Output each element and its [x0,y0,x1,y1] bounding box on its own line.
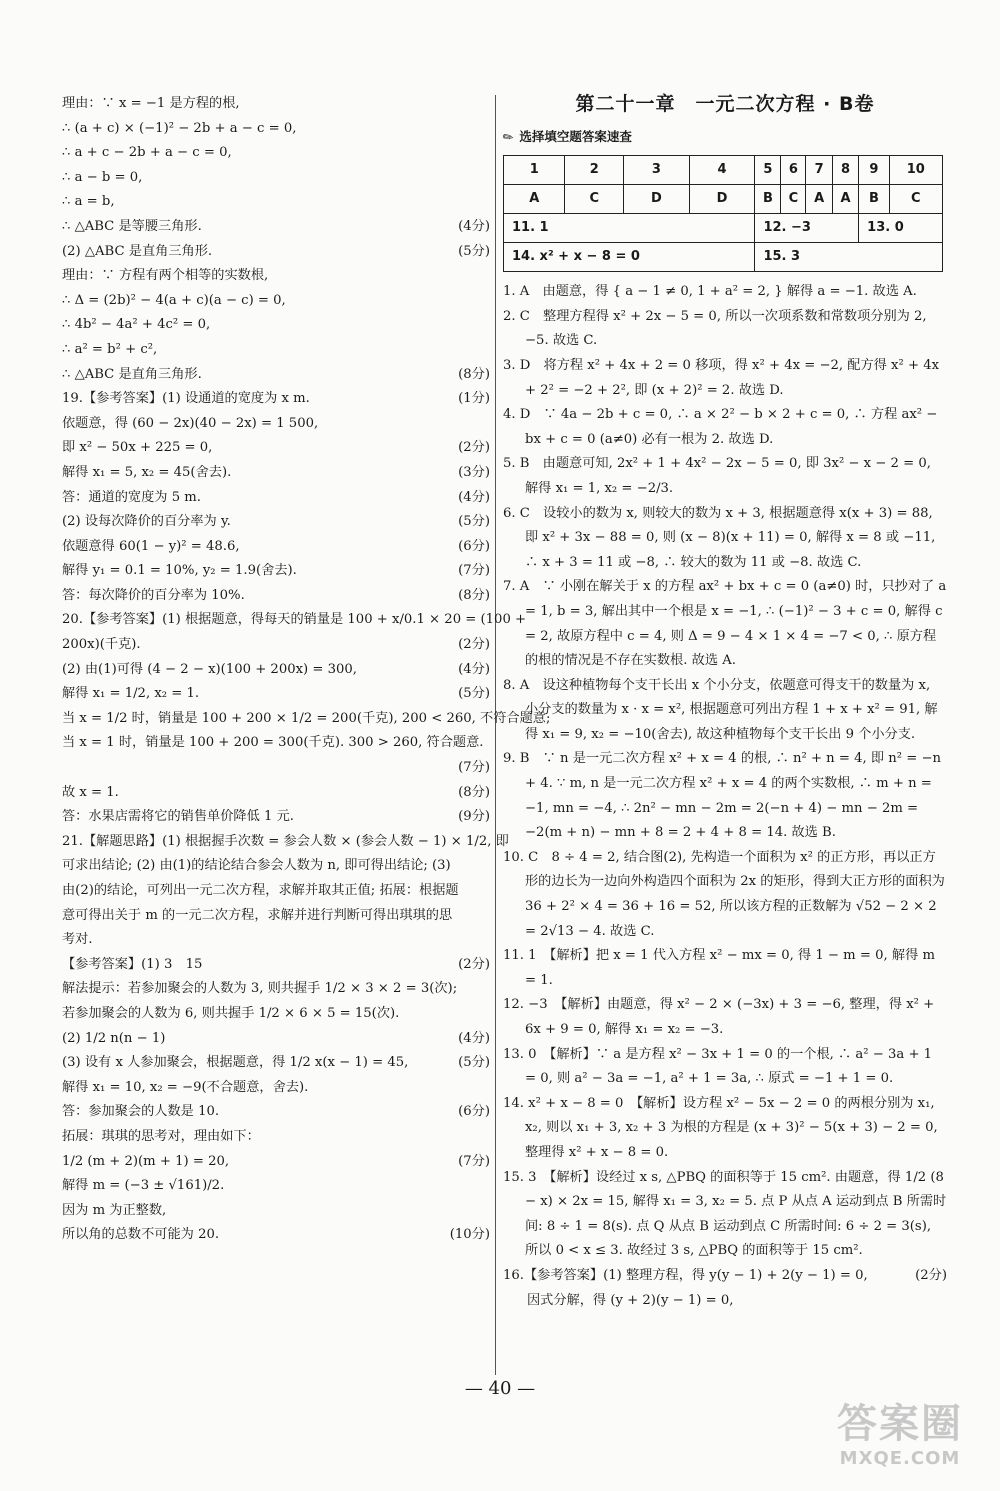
left-line [62,1223,490,1248]
left-line-text: 解得 x₁ = 5, x₂ = 45(舍去). [62,464,232,480]
fill-answer-13: 13. 0 [859,214,943,243]
answer-key-subhead [499,125,947,150]
q16-text-1: 16.【参考答案】(1) 整理方程，得 y(y − 1) + 2(y − 1) = 0, [503,1267,868,1283]
left-line [62,215,490,240]
left-line-text: 解法提示：若参加聚会的人数为 3, 则共握手 1/2 × 3 × 2 = 3(次); [62,981,458,997]
left-line [62,879,490,904]
table-header-cell: 7 [806,156,832,185]
left-line-text: 由(2)的结论，可列出一元二次方程，求解并取其正值; 拓展：根据题 [62,883,459,898]
q16-line-2 [503,1289,947,1314]
left-line-text: 解得 y₁ = 0.1 = 10%, y₂ = 1.9(舍去). [62,563,297,579]
left-line-text: 19.【参考答案】(1) 设通道的宽度为 x m. [62,391,310,407]
left-line-text: ∴ Δ = (2b)² − 4(a + c)(a − c) = 0, [62,292,286,308]
left-line [62,1125,490,1150]
left-line-score: (3分) [458,464,490,480]
solution-paragraph: 5. B 由题意可知, 2x² + 1 + 4x² − 2x − 5 = 0, 即 3x² − x − 2 = 0, 解得 x₁ = 1, x₂ = −2/3. [503,456,931,496]
solution-paragraph: 1. A 由题意，得 { a − 1 ≠ 0, 1 + a² = 2, } 解得 a = −1. 故选 A. [503,284,917,300]
left-line [62,1174,490,1199]
table-answer-row [504,185,943,214]
left-line-score: (4分) [458,218,490,234]
left-line-score: (2分) [458,440,490,456]
pencil-icon: ✎ [499,127,517,146]
left-line [62,363,490,388]
left-line [62,953,490,978]
table-header-cell: 6 [781,156,806,185]
left-line-text: 【参考答案】(1) 3 15 [62,956,203,972]
chapter-title: 第二十一章 一元二次方程 · B卷 [575,93,875,115]
left-line [62,535,490,560]
solution-paragraph: 11. 1 【解析】把 x = 1 代入方程 x² − mx = 0, 得 1 − m = 0, 解得 m = 1. [503,948,935,988]
watermark-text: 答案圈 [837,1401,963,1447]
left-line [62,166,490,191]
left-line-score: (5分) [458,686,490,702]
table-answer-cell: B [859,185,889,214]
watermark-logo [820,1400,980,1480]
table-header-cell: 10 [889,156,942,185]
left-line-text: 21.【解题思路】(1) 根据握手次数 = 参会人数 × (参会人数 − 1) × 1/2, 即 [62,833,509,849]
left-line [62,1199,490,1224]
left-line-text: 解得 m = (−3 ± √161)/2. [62,1178,225,1194]
answer-key-table [503,155,943,272]
table-header-cell: 1 [504,156,565,185]
left-line [62,559,490,584]
left-line-text: 意可得出关于 m 的一元二次方程，求解并进行判断可得出琪琪的思 [62,907,453,923]
left-line-text: ∴ a − b = 0, [62,169,143,185]
left-line-text: 当 x = 1/2 时，销量是 100 + 200 × 1/2 = 200(千克), 200 < 260, 不符合题意; [62,710,551,726]
fill-answer-11: 11. 1 [504,214,755,243]
fill-answer-14: 14. x² + x − 8 = 0 [504,243,755,272]
left-line-score: (6分) [458,538,490,554]
table-answer-cell: A [806,185,832,214]
left-line-text: 考对. [62,932,93,948]
left-line [62,92,490,117]
solution-paragraph: 12. −3 【解析】由题意，得 x² − 2 × (−3x) + 3 = −6, 整理，得 x² + 6x + 9 = 0, 解得 x₁ = x₂ = −3. [503,997,935,1037]
solution-paragraph: 6. C 设较小的数为 x, 则较大的数为 x + 3, 根据题意得 x(x + 3) = 88, 即 x² + 3x − 88 = 0, 则 (x − 8)(x + 11) = 0, 解得 x = 8 或 −11, ∴ x + 3 = 11 或 −8, ∴ 较大的数为 11 或 −8. 故选 C. [503,505,936,570]
left-line-text: 依题意得 60(1 − y)² = 48.6, [62,538,240,554]
left-line-text: ∴ a² = b² + c², [62,341,158,357]
left-line [62,190,490,215]
left-line [62,117,490,142]
left-line-score: (4分) [458,1030,490,1046]
solution-paragraph: 4. D ∵ 4a − 2b + c = 0, ∴ a × 2² − b × 2 + c = 0, ∴ 方程 ax² − bx + c = 0 (a≠0) 必有一根为 2. 故选 D. [503,407,938,447]
left-line-score: (9分) [458,809,490,825]
left-line [62,387,490,412]
left-line [62,904,490,929]
left-line-text: 拓展：琪琪的思考对，理由如下： [62,1128,260,1144]
solution-paragraph: 10. C 8 ÷ 4 = 2, 结合图(2), 先构造一个面积为 x² 的正方形，再以正方形的边长为一边向外构造四个面积为 2x 的矩形，得到大正方形的面积为 36 + 2² × 4 = 36 + 16 = 52, 所以该方程的正数解为 √52 − 2 × 2 = 2√13 − 4. 故选 C. [503,849,945,939]
left-line-text: ∴ a + c − 2b + a − c = 0, [62,145,232,161]
watermark-url: MXQE.COM [839,1448,961,1469]
left-line [62,584,490,609]
left-line-text: ∴ △ABC 是直角三角形. [62,366,202,382]
left-line [62,633,490,658]
page-number: — 40 — [464,1378,536,1399]
table-answer-cell: D [624,185,690,214]
left-line [62,313,490,338]
left-line-text: 理由：∵ 方程有两个相等的实数根, [62,268,269,284]
left-line [62,412,490,437]
left-line-text: ∴ (a + c) × (−1)² − 2b + a − c = 0, [62,120,297,136]
left-line [62,756,490,781]
left-line [62,264,490,289]
left-line-text: 答：每次降价的百分率为 10%. [62,587,245,603]
left-line [62,1027,490,1052]
left-line [62,510,490,535]
left-line-text: 20.【参考答案】(1) 根据题意，得每天的销量是 100 + x/0.1 × 20 = (100 + [62,612,527,628]
left-line-text: 可求出结论; (2) 由(1)的结论结合参会人数为 n, 即可得出结论; (3) [62,858,451,874]
left-line-text: (3) 设有 x 人参加聚会，根据题意，得 1/2 x(x − 1) = 45, [62,1055,409,1071]
fill-answer-12: 12. −3 [755,214,859,243]
left-line [62,1100,490,1125]
left-line [62,1002,490,1027]
solution-paragraph: 3. D 将方程 x² + 4x + 2 = 0 移项，得 x² + 4x = −2, 配方得 x² + 4x + 2² = −2 + 2², 即 (x + 2)² = 2. 故选 D. [503,357,940,398]
left-line [62,830,509,855]
left-line [62,1150,490,1175]
q16-text-2: 因式分解，得 (y + 2)(y − 1) = 0, [527,1292,734,1308]
left-line-score: (6分) [458,1104,490,1120]
table-answer-cell: C [565,185,624,214]
left-line-score: (5分) [458,514,490,530]
left-line-text: (2) 1/2 n(n − 1) [62,1030,166,1046]
left-line-score: (7分) [458,1153,490,1169]
left-line-text: 若参加聚会的人数为 6, 则共握手 1/2 × 6 × 5 = 15(次). [62,1005,400,1021]
solution-paragraph: 7. A ∵ 小刚在解关于 x 的方程 ax² + bx + c = 0 (a≠0) 时，只抄对了 a = 1, b = 3, 解出其中一个根是 x = −1, ∴ (−1)² − 3 + c = 0, 解得 c = 2, 故原方程中 c = 4, 则 Δ = 9 − 4 × 1 × 4 = −7 < 0, ∴ 原方程的根的情况是不存在实数根. 故选 A. [503,579,947,669]
table-header-cell: 3 [624,156,690,185]
table-fill-row-1 [504,214,943,243]
solution-paragraph: 15. 3 【解析】设经过 x s, △PBQ 的面积等于 15 cm². 由题意，得 1/2 (8 − x) × 2x = 15, 解得 x₁ = 3, x₂ = 5. 点 P 从点 A 运动到点 B 所需时间: 8 ÷ 1 = 8(s). 点 Q 从点 B 运动到点 C 所需时间: 6 ÷ 2 = 3(s), 所以 0 < x ≤ 3. 故经过 3 s, △PBQ 的面积等于 15 cm². [503,1169,947,1259]
left-line-text: 解得 x₁ = 10, x₂ = −9(不合题意，舍去). [62,1079,309,1095]
left-line-text: 解得 x₁ = 1/2, x₂ = 1. [62,686,200,702]
table-answer-cell: D [689,185,755,214]
table-header-cell: 8 [832,156,858,185]
left-line [62,707,551,732]
left-line [62,928,490,953]
q16-score-1: (2分) [915,1267,947,1283]
table-header-cell: 2 [565,156,624,185]
solution-paragraph: 9. B ∵ n 是一元二次方程 x² + x = 4 的根, ∴ n² + n = 4, 即 n² = −n + 4. ∵ m, n 是一元二次方程 x² + x = 4 的两个实数根, ∴ m + n = −1, mn = −4, ∴ 2n² − mn − 2m = 2(−n + 4) − mn − 2m = −2(m + n) − mn + 8 = 2 + 4 + 8 = 14. 故选 B. [503,751,942,841]
left-line-score: (7分) [458,760,490,776]
solution-paragraph: 8. A 设这种植物每个支干长出 x 个小分支，依题意可得支干的数量为 x, 小分支的数量为 x · x = x², 根据题意可列出方程 1 + x + x² = 91, 解得 x₁ = 9, x₂ = −10(舍去), 故这种植物每个支干长出 9 个小分支. [503,677,938,742]
solution-paragraph: 2. C 整理方程得 x² + 2x − 5 = 0, 所以一次项系数和常数项分别为 2, −5. 故选 C. [503,308,927,349]
left-line-score: (7分) [458,563,490,579]
left-line [62,781,490,806]
left-line-text: ∴ a = b, [62,194,115,210]
solution-paragraph: 13. 0 【解析】∵ a 是方程 x² − 3x + 1 = 0 的一个根, ∴ a² − 3a + 1 = 0, 则 a² − 3a = −1, a² + 1 = 3a, ∴ 原式 = −1 + 1 = 0. [503,1046,933,1087]
table-fill-row-2 [504,243,943,272]
table-header-cell: 9 [859,156,889,185]
left-line-text: 理由：∵ x = −1 是方程的根, [62,96,240,111]
left-line-text: 1/2 (m + 2)(m + 1) = 20, [62,1153,230,1169]
left-line-score: (8分) [458,587,490,603]
left-line-score: (4分) [458,489,490,505]
left-line [62,338,490,363]
left-line-text: 答：参加聚会的人数是 10. [62,1104,220,1120]
solutions-list [503,280,947,1264]
fill-answer-15: 15. 3 [755,243,943,272]
left-line-text: 200x)(千克). [62,637,141,653]
left-line-text: (2) △ABC 是直角三角形. [62,243,213,259]
left-line-score: (2分) [458,637,490,653]
left-line-score: (8分) [458,366,490,382]
q16-line-1 [503,1264,947,1289]
left-line [62,461,490,486]
table-answer-cell: A [504,185,565,214]
table-header-cell: 5 [755,156,781,185]
table-header-cell: 4 [689,156,755,185]
left-line-text: 因为 m 为正整数, [62,1202,167,1218]
column-divider [495,95,496,1375]
table-answer-cell: C [889,185,942,214]
left-line-text: (2) 设每次降价的百分率为 y. [62,514,231,530]
left-line-text: 即 x² − 50x + 225 = 0, [62,440,213,456]
right-column [499,92,947,1313]
left-line [62,731,490,756]
left-line [62,658,490,683]
subhead-text: 选择填空题答案速查 [519,128,632,144]
left-line [62,977,490,1002]
left-line [62,1076,490,1101]
left-line-text: ∴ △ABC 是等腰三角形. [62,218,202,234]
table-answer-cell: C [781,185,806,214]
left-line [62,486,490,511]
left-line-score: (5分) [458,1055,490,1071]
left-line [62,289,490,314]
table-answer-cell: A [832,185,858,214]
left-line-text: (2) 由(1)可得 (4 − 2 − x)(100 + 200x) = 300, [62,661,357,677]
left-line-score: (4分) [458,661,490,677]
left-line [62,805,490,830]
left-line-text: 依题意，得 (60 − 2x)(40 − 2x) = 1 500, [62,415,319,431]
left-line [62,682,490,707]
left-line-text: 答：通道的宽度为 5 m. [62,489,201,505]
left-line-score: (5分) [458,243,490,259]
left-line-text: 故 x = 1. [62,784,119,800]
left-line-score: (8分) [458,784,490,800]
left-line [62,141,490,166]
table-answer-cell: B [755,185,781,214]
left-line-score: (2分) [458,956,490,972]
left-line-score: (10分) [449,1227,490,1243]
left-line-text: ∴ 4b² − 4a² + 4c² = 0, [62,317,211,333]
table-header-row [504,156,943,185]
left-line-text: 答：水果店需将它的销售单价降低 1 元. [62,809,294,825]
left-line [62,608,527,633]
left-line-text: 当 x = 1 时，销量是 100 + 200 = 300(千克). 300 > 260, 符合题意. [62,735,484,751]
left-line [62,240,490,265]
left-line [62,854,490,879]
solution-paragraph: 14. x² + x − 8 = 0 【解析】设方程 x² − 5x − 2 = 0 的两根分别为 x₁, x₂, 则以 x₁ + 3, x₂ + 3 为根的方程是 (x + 3)² − 5(x + 3) − 2 = 0, 整理得 x² + x − 8 = 0. [503,1095,938,1160]
left-line-score: (1分) [458,391,490,407]
left-line-text: 所以角的总数不可能为 20. [62,1227,220,1243]
left-line [62,1051,490,1076]
left-line [62,436,490,461]
